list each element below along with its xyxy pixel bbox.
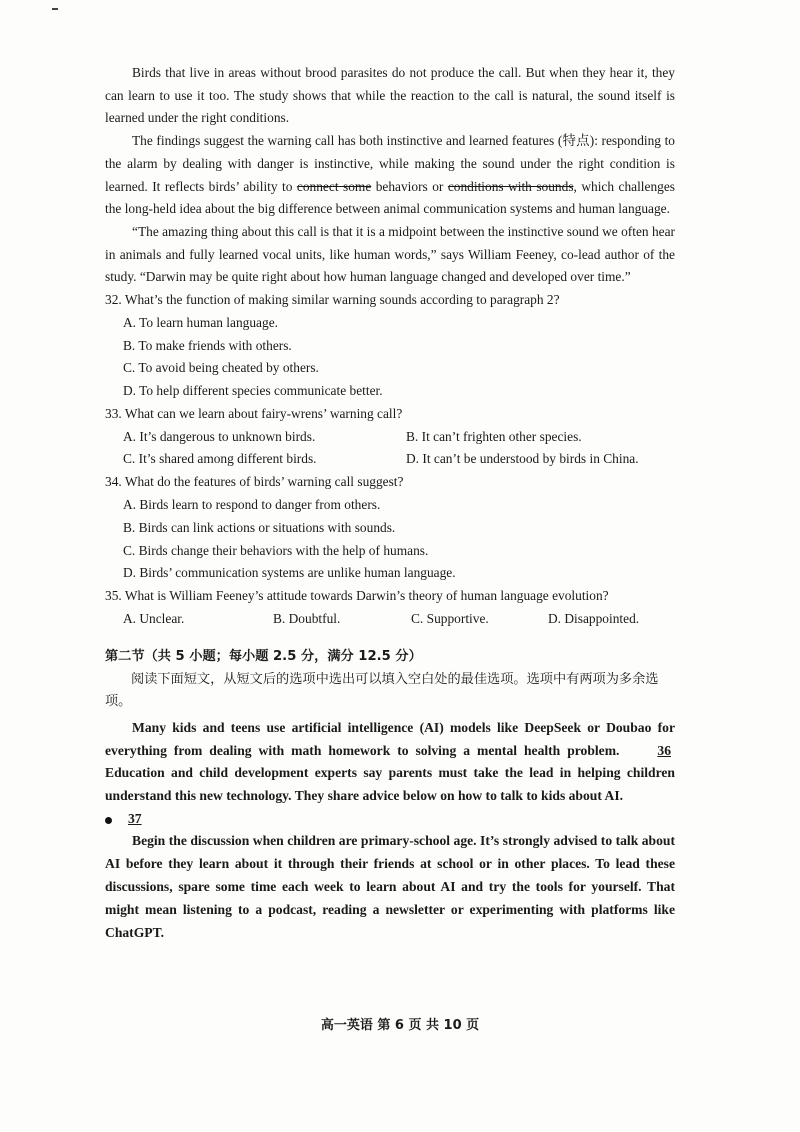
option-a: A. To learn human language. bbox=[123, 314, 278, 330]
section-instruction: 阅读下面短文，从短文后的选项中选出可以填入空白处的最佳选项。选项中有两项为多余选项。 bbox=[105, 671, 659, 709]
option-row bbox=[123, 426, 675, 449]
blank-37[interactable]: 37 bbox=[128, 811, 142, 827]
passage-paragraph-2-part-c: , which challenges the long-held idea about the big difference between animal communication systems and human language. bbox=[105, 178, 676, 217]
option-a: A. Unclear. bbox=[123, 610, 185, 626]
question-stem: 33. What can we learn about fairy-wrens’ warning call? bbox=[105, 405, 403, 421]
option-c: C. Birds change their behaviors with the help of humans. bbox=[123, 542, 429, 558]
option-b: B. Birds can link actions or situations with sounds. bbox=[123, 519, 396, 535]
option-row bbox=[123, 608, 675, 631]
bullet-icon bbox=[105, 817, 112, 824]
question-stem: 35. What is William Feeney’s attitude towards Darwin’s theory of human language evolution? bbox=[105, 588, 609, 604]
cloze-paragraph-1-text: Many kids and teens use artificial intelligence (AI) models like DeepSeek or Doubao for everything from dealing with math homework to solving a mental health problem. bbox=[105, 719, 675, 758]
option-d: D. Disappointed. bbox=[548, 610, 640, 626]
passage-paragraph-2-part-a: The findings suggest the warning call has both instinctive and learned features (特点): responding to the alarm by dealing with danger is instinctive, while making the sound under the right condition is learned. It reflects birds’ ability to bbox=[105, 133, 675, 194]
option-c: C. Supportive. bbox=[411, 610, 489, 626]
question-33 bbox=[105, 403, 675, 471]
exam-page bbox=[105, 62, 675, 945]
option-c: C. It’s shared among different birds. bbox=[123, 451, 317, 467]
handwritten-strike-2: conditions with sounds bbox=[447, 178, 574, 194]
passage-paragraph-2 bbox=[105, 130, 675, 221]
blank-36[interactable]: 36 bbox=[657, 742, 671, 758]
passage-paragraph-2-part-b: behaviors or bbox=[371, 178, 448, 194]
option-a: A. Birds learn to respond to danger from others. bbox=[123, 496, 381, 512]
option-d: D. To help different species communicate better. bbox=[123, 383, 383, 399]
option-a: A. It’s dangerous to unknown birds. bbox=[123, 428, 316, 444]
question-35 bbox=[105, 585, 675, 631]
question-34 bbox=[105, 471, 675, 585]
passage-paragraph-3: “The amazing thing about this call is that it is a midpoint between the instinctive sound we often hear in animals and fully learned vocal units, like human words,” says William Feeney, co-lead author of the study. “Darwin may be quite right about how human language changed and developed over time.” bbox=[105, 223, 675, 285]
option-d: D. Birds’ communication systems are unlike human language. bbox=[123, 565, 456, 581]
section-heading: 第二节（共 5 小题；每小题 2.5 分，满分 12.5 分） bbox=[105, 648, 422, 664]
scan-mark bbox=[52, 8, 58, 10]
question-stem: 34. What do the features of birds’ warning call suggest? bbox=[105, 474, 404, 490]
passage-paragraph-1: Birds that live in areas without brood parasites do not produce the call. But when they hear it, they can learn to use it too. The study shows that while the reaction to the call is natural, the sound itself is learned under the right conditions. bbox=[105, 65, 675, 126]
option-row bbox=[123, 448, 675, 471]
question-32 bbox=[105, 289, 675, 403]
option-b: B. It can’t frighten other species. bbox=[406, 428, 582, 444]
bullet-blank-37 bbox=[105, 808, 675, 830]
handwritten-strike-1: connect some bbox=[296, 178, 372, 194]
option-c: C. To avoid being cheated by others. bbox=[123, 360, 319, 376]
page-footer: 高一英语 第 6 页 共 10 页 bbox=[320, 1018, 480, 1033]
option-b: B. To make friends with others. bbox=[123, 337, 292, 353]
cloze-paragraph-1-after: Education and child development experts say parents must take the lead in helping children understand this new technology. They share advice below on how to talk to kids about AI. bbox=[105, 765, 675, 804]
option-b: B. Doubtful. bbox=[273, 610, 341, 626]
cloze-paragraph-1 bbox=[105, 717, 675, 809]
option-d: D. It can’t be understood by birds in China. bbox=[406, 451, 639, 467]
question-stem: 32. What’s the function of making similar warning sounds according to paragraph 2? bbox=[105, 292, 560, 308]
cloze-paragraph-2: Begin the discussion when children are primary-school age. It’s strongly advised to talk about AI before they learn about it through their friends at school or in other places. To lead these discussions, spare some time each week to learn about AI and try the tools for yourself. That might mean listening to a podcast, reading a newsletter or experimenting with platforms like ChatGPT. bbox=[105, 833, 675, 940]
